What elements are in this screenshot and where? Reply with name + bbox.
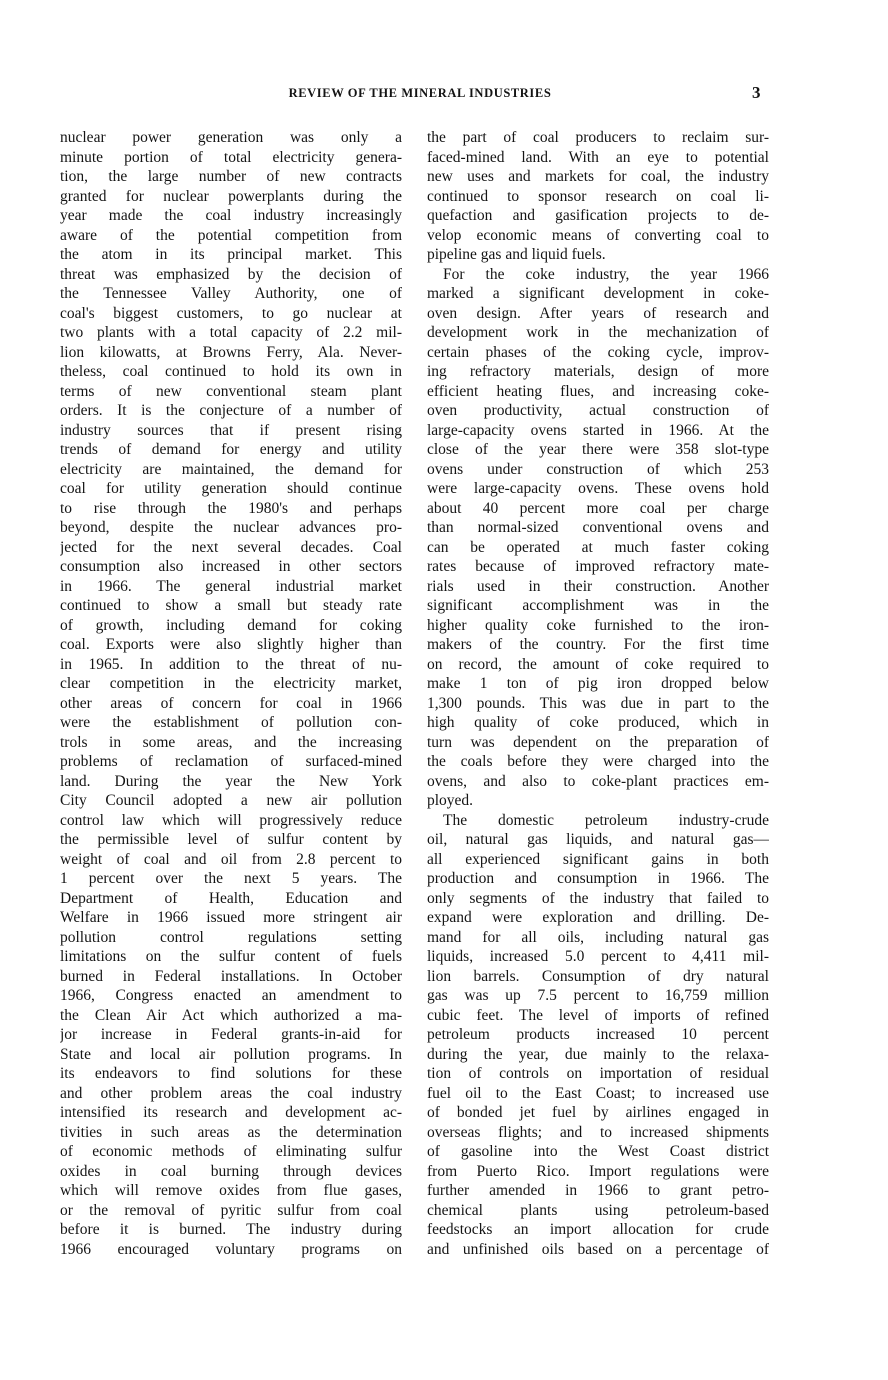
- text-line: jected for the next several decades. Coal: [60, 538, 402, 556]
- text-line: than normal-sized conventional ovens and: [427, 519, 769, 536]
- text-line: terms of new conventional steam plant: [60, 382, 402, 400]
- text-line: two plants with a total capacity of 2.2 mil-: [60, 324, 402, 341]
- text-line: high quality of coke produced, which in: [427, 714, 769, 731]
- text-line: petroleum products increased 10 percent: [427, 1026, 769, 1043]
- text-line: theless, coal continued to hold its own in: [60, 363, 402, 380]
- text-line: make 1 ton of pig iron dropped below: [427, 675, 769, 692]
- text-line: lion barrels. Consumption of dry natural: [427, 967, 769, 985]
- text-line: only segments of the industry that failed to: [427, 889, 769, 907]
- text-line: State and local air pollution programs. In: [60, 1045, 402, 1063]
- running-head: [0, 83, 888, 106]
- running-title: REVIEW OF THE MINERAL INDUSTRIES: [288, 86, 552, 100]
- text-line: the part of coal producers to reclaim sur-: [427, 129, 769, 146]
- text-line: jor increase in Federal grants-in-aid for: [60, 1026, 402, 1043]
- text-line: tion of controls on importation of residual: [427, 1065, 769, 1082]
- text-line: electricity are maintained, the demand for: [60, 460, 402, 478]
- text-line: oil, natural gas liquids, and natural gas—: [427, 831, 769, 848]
- text-line: from Puerto Rico. Import regulations were: [427, 1162, 769, 1180]
- text-line: the atom in its principal market. This: [60, 246, 402, 263]
- text-line: beyond, despite the nuclear advances pro-: [60, 519, 402, 536]
- text-line: and other problem areas the coal industry: [60, 1084, 402, 1102]
- text-line: chemical plants using petroleum-based: [427, 1201, 769, 1219]
- text-line: marked a significant development in coke-: [427, 285, 769, 302]
- text-line: problems of reclamation of surfaced-mined: [60, 753, 402, 770]
- right-text-column: [427, 128, 769, 1259]
- text-line: quefaction and gasification projects to de-: [427, 207, 769, 224]
- text-line: significant accomplishment was in the: [427, 597, 769, 614]
- text-line: oven design. After years of research and: [427, 304, 769, 322]
- text-line: other areas of concern for coal in 1966: [60, 694, 402, 712]
- text-line: oxides in coal burning through devices: [60, 1162, 402, 1180]
- text-line: fuel oil to the East Coast; to increased use: [427, 1084, 769, 1102]
- text-line: control law which will progressively reduce: [60, 811, 402, 829]
- text-line: pipeline gas and liquid fuels.: [427, 246, 606, 263]
- text-line: which will remove oxides from flue gases,: [60, 1182, 402, 1199]
- text-line: mand for all oils, including natural gas: [427, 928, 769, 946]
- text-line: of growth, including demand for coking: [60, 616, 402, 634]
- text-line: For the coke industry, the year 1966: [443, 265, 769, 283]
- text-line: ovens under construction of which 253: [427, 460, 769, 478]
- text-line: of bonded jet fuel by airlines engaged in: [427, 1104, 769, 1121]
- text-line: burned in Federal installations. In October: [60, 967, 402, 985]
- text-line: consumption also increased in other sectors: [60, 558, 402, 575]
- text-line: the coals before they were charged into the: [427, 753, 769, 770]
- text-line: lion kilowatts, at Browns Ferry, Ala. Never-: [60, 343, 402, 361]
- text-line: to rise through the 1980's and perhaps: [60, 499, 402, 517]
- text-line: overseas flights; and to increased shipments: [427, 1123, 769, 1141]
- text-line: on record, the amount of coke required to: [427, 655, 769, 673]
- text-line: The domestic petroleum industry-crude: [443, 811, 769, 829]
- text-line: rials used in their construction. Another: [427, 577, 769, 595]
- text-line: clear competition in the electricity market,: [60, 675, 402, 692]
- text-line: in 1965. In addition to the threat of nu-: [60, 655, 402, 673]
- text-line: pollution control regulations setting: [60, 928, 402, 946]
- text-line: development work in the mechanization of: [427, 324, 769, 341]
- text-line: close of the year there were 358 slot-type: [427, 441, 769, 458]
- text-line: trends of demand for energy and utility: [60, 441, 402, 458]
- text-line: cubic feet. The level of imports of refined: [427, 1006, 769, 1024]
- text-line: 1 percent over the next 5 years. The: [60, 870, 402, 887]
- text-line: feedstocks an import allocation for crude: [427, 1221, 769, 1238]
- text-line: aware of the potential competition from: [60, 226, 402, 244]
- text-line: expand were exploration and drilling. De-: [427, 909, 769, 926]
- text-line: 1966, Congress enacted an amendment to: [60, 987, 402, 1004]
- text-line: in 1966. The general industrial market: [60, 577, 402, 595]
- text-line: were large-capacity ovens. These ovens hold: [427, 480, 769, 497]
- text-line: orders. It is the conjecture of a number of: [60, 402, 402, 419]
- text-line: Department of Health, Education and: [60, 889, 402, 907]
- text-line: land. During the year the New York: [60, 772, 402, 790]
- text-line: tion, the large number of new contracts: [60, 168, 402, 185]
- text-line: production and consumption in 1966. The: [427, 870, 769, 887]
- text-line: or the removal of pyritic sulfur from coal: [60, 1201, 402, 1219]
- text-line: further amended in 1966 to grant petro-: [427, 1182, 769, 1199]
- text-line: during the year, due mainly to the relaxa-: [427, 1045, 769, 1063]
- text-line: can be operated at much faster coking: [427, 538, 769, 556]
- text-line: industry sources that if present rising: [60, 421, 402, 439]
- text-line: of gasoline into the West Coast district: [427, 1143, 769, 1160]
- text-line: of economic methods of eliminating sulfur: [60, 1143, 402, 1160]
- text-line: oven productivity, actual construction of: [427, 402, 769, 419]
- text-line: Welfare in 1966 issued more stringent air: [60, 909, 402, 926]
- text-line: coal for utility generation should continue: [60, 480, 402, 497]
- text-line: velop economic means of converting coal to: [427, 226, 769, 244]
- text-line: the Clean Air Act which authorized a ma-: [60, 1006, 402, 1024]
- text-line: year made the coal industry increasingly: [60, 207, 402, 224]
- page-number: 3: [752, 83, 761, 102]
- text-line: limitations on the sulfur content of fuels: [60, 948, 402, 965]
- text-line: the permissible level of sulfur content by: [60, 831, 402, 848]
- text-line: minute portion of total electricity genera-: [60, 148, 402, 166]
- text-line: continued to sponsor research on coal li-: [427, 187, 769, 205]
- text-line: continued to show a small but steady rate: [60, 597, 402, 614]
- text-line: coal's biggest customers, to go nuclear at: [60, 304, 402, 322]
- text-line: and unfinished oils based on a percentage of: [427, 1240, 769, 1258]
- text-line: granted for nuclear powerplants during the: [60, 187, 402, 205]
- text-line: 1,300 pounds. This was due in part to the: [427, 694, 769, 712]
- text-line: makers of the country. For the first time: [427, 636, 769, 653]
- text-line: all experienced significant gains in both: [427, 850, 769, 868]
- text-line: ing refractory materials, design of more: [427, 363, 769, 380]
- text-line: faced-mined land. With an eye to potential: [427, 148, 769, 166]
- text-line: coal. Exports were also slightly higher than: [60, 636, 402, 653]
- text-line: were the establishment of pollution con-: [60, 714, 402, 731]
- text-line: 1966 encouraged voluntary programs on: [60, 1240, 402, 1258]
- text-line: ployed.: [427, 792, 474, 809]
- text-line: new uses and markets for coal, the industry: [427, 168, 769, 185]
- text-line: turn was dependent on the preparation of: [427, 733, 769, 751]
- text-line: ovens, and also to coke-plant practices em-: [427, 772, 769, 790]
- text-line: rates because of improved refractory mate-: [427, 558, 769, 575]
- text-line: the Tennessee Valley Authority, one of: [60, 285, 402, 302]
- text-line: higher quality coke furnished to the iron-: [427, 616, 769, 634]
- text-line: large-capacity ovens started in 1966. At the: [427, 421, 769, 439]
- text-line: about 40 percent more coal per charge: [427, 499, 769, 517]
- text-line: its endeavors to find solutions for these: [60, 1065, 402, 1082]
- text-line: weight of coal and oil from 2.8 percent to: [60, 850, 402, 868]
- text-line: intensified its research and development ac-: [60, 1104, 402, 1121]
- text-line: certain phases of the coking cycle, improv-: [427, 343, 769, 361]
- text-line: gas was up 7.5 percent to 16,759 million: [427, 987, 769, 1004]
- left-text-column: [60, 128, 402, 1259]
- text-line: tivities in such areas as the determination: [60, 1123, 402, 1141]
- text-line: liquids, increased 5.0 percent to 4,411 mil-: [427, 948, 769, 965]
- text-line: nuclear power generation was only a: [60, 129, 402, 146]
- text-line: threat was emphasized by the decision of: [60, 265, 402, 283]
- text-line: trols in some areas, and the increasing: [60, 733, 402, 751]
- text-line: before it is burned. The industry during: [60, 1221, 402, 1238]
- text-line: efficient heating flues, and increasing coke-: [427, 382, 769, 400]
- text-line: City Council adopted a new air pollution: [60, 792, 402, 809]
